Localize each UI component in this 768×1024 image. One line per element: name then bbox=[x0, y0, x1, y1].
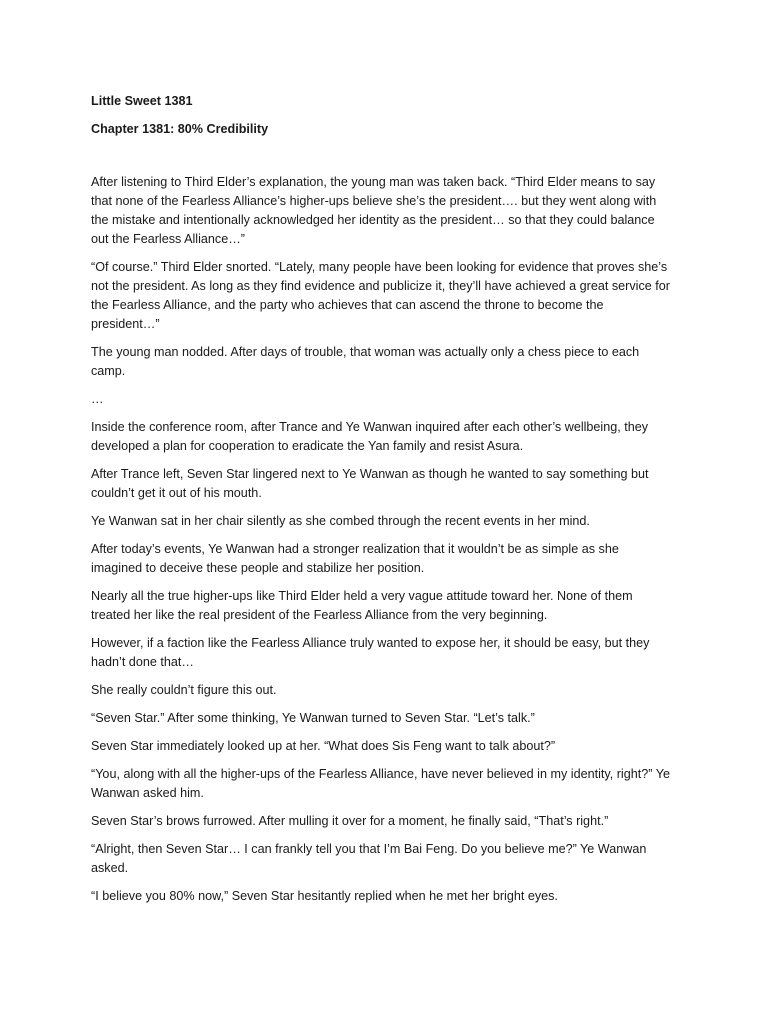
paragraph-11: She really couldn’t figure this out. bbox=[91, 683, 277, 697]
paragraph-1: After listening to Third Elder’s explanation, the young man was taken back. “Third Elder means to say that none of the Fearless Alliance’s higher-ups believe she’s the president…. but they went along with the mistake and intentionally acknowledged her identity as the president… so that they could balance out the Fearless Alliance…” bbox=[91, 175, 657, 246]
chapter-heading: Chapter 1381: 80% Credibility bbox=[91, 122, 269, 136]
paragraph-10: However, if a faction like the Fearless Alliance truly wanted to expose her, it should be easy, but they hadn’t done that… bbox=[91, 636, 650, 669]
paragraph-3: The young man nodded. After days of trouble, that woman was actually only a chess piece to each camp. bbox=[91, 345, 640, 378]
paragraph-2: “Of course.” Third Elder snorted. “Lately, many people have been looking for evidence that proves she’s not the president. As long as they find evidence and publicize it, they’ll have achieved a great service for the Fearless Alliance, and the party who achieves that can ascend the throne to become the president…” bbox=[91, 260, 670, 331]
paragraph-ellipsis: … bbox=[91, 392, 104, 406]
document-page bbox=[91, 93, 671, 915]
paragraph-9: Nearly all the true higher-ups like Third Elder held a very vague attitude toward her. None of them treated her like the real president of the Fearless Alliance from the very beginning. bbox=[91, 589, 633, 622]
paragraph-5: Inside the conference room, after Trance and Ye Wanwan inquired after each other’s wellbeing, they developed a plan for cooperation to eradicate the Yan family and resist Asura. bbox=[91, 420, 649, 453]
paragraph-6: After Trance left, Seven Star lingered next to Ye Wanwan as though he wanted to say something but couldn’t get it out of his mouth. bbox=[91, 467, 649, 500]
paragraph-17: “I believe you 80% now,” Seven Star hesitantly replied when he met her bright eyes. bbox=[91, 889, 558, 903]
paragraph-7: Ye Wanwan sat in her chair silently as she combed through the recent events in her mind. bbox=[91, 514, 590, 528]
paragraph-12: “Seven Star.” After some thinking, Ye Wanwan turned to Seven Star. “Let’s talk.” bbox=[91, 711, 535, 725]
document-title: Little Sweet 1381 bbox=[91, 94, 193, 108]
paragraph-14: “You, along with all the higher-ups of the Fearless Alliance, have never believed in my identity, right?” Ye Wanwan asked him. bbox=[91, 767, 670, 800]
paragraph-16: “Alright, then Seven Star… I can frankly tell you that I’m Bai Feng. Do you believe me?” Ye Wanwan asked. bbox=[91, 842, 647, 875]
paragraph-8: After today’s events, Ye Wanwan had a stronger realization that it wouldn’t be as simple as she imagined to deceive these people and stabilize her position. bbox=[91, 542, 619, 575]
paragraph-15: Seven Star’s brows furrowed. After mulling it over for a moment, he finally said, “That’s right.” bbox=[91, 814, 609, 828]
paragraph-13: Seven Star immediately looked up at her. “What does Sis Feng want to talk about?” bbox=[91, 739, 556, 753]
